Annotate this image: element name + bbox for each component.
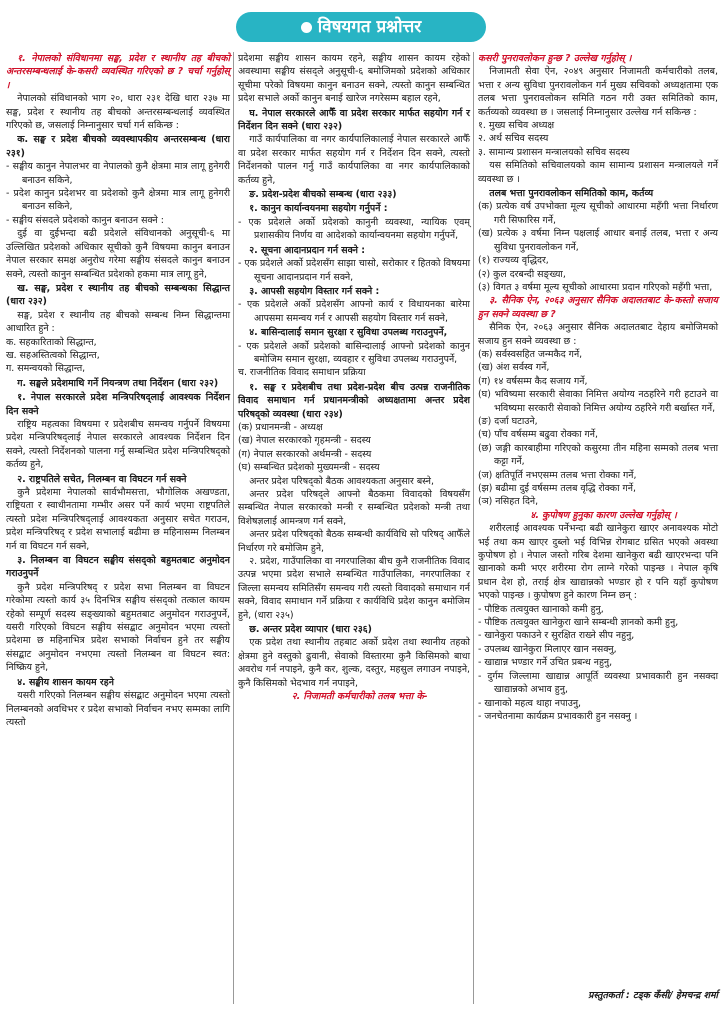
subheading: २. सूचना आदानप्रदान गर्न सक्ने :	[249, 244, 365, 256]
subheading: क. सङ्घ र प्रदेश बीचको व्यवस्थापकीय अन्तरसम्बन्ध (धारा २३१)	[6, 134, 230, 159]
subheading: १. नेपाल सरकारले प्रदेश मन्त्रिपरिषद्लाई आवश्यक निर्देशन दिन सक्ने	[6, 392, 230, 417]
list-item: - खाद्यान्न भण्डार गर्ने उचित प्रबन्ध नहुनु,	[478, 657, 613, 669]
author-credit: प्रस्तुतकर्ता : टड्क कँसी/ हेमचन्द्र शर्मा	[588, 990, 718, 1001]
paragraph: अन्तर प्रदेश परिषद्ले आफ्नो बैठकमा विवादको विषयसँग सम्बन्धित नेपाल सरकारको मन्त्री र सम्बन्धित प्रदेशको मन्त्री तथा विशेषज्ञलाई आमन्त्रण गर्न सक्ने,	[238, 489, 470, 527]
paragraph: यसरी गरिएको निलम्बन सङ्घीय संसद्बाट अनुमोदन भएमा त्यस्तो निलम्बनको अवधिभर र प्रदेश सभाको निर्वाचन नभए सम्मका लागि त्यस्तो	[6, 690, 230, 728]
column-2	[238, 52, 470, 704]
list-item: - जनचेतनामा कार्यक्रम प्रभावकारी हुन नसक्नु ।	[478, 710, 638, 722]
list-item: - उपलब्ध खानेकुरा मिलाएर खान नसक्नु,	[478, 643, 617, 655]
list-item: (ख) प्रत्येक ३ वर्षमा निम्न पक्षलाई आधार बनाई तलब, भत्ता र अन्य सुविधा पुनरावलोकन गर्ने,	[478, 228, 718, 253]
paragraph: राष्ट्रिय महत्वका विषयमा र प्रदेशबीच समन्वय गर्नुपर्ने विषयमा प्रदेश मन्त्रिपरिषद्लाई नेपाल सरकारले आवश्यक निर्देशन दिन सक्ने, त्यस्तो निर्देशनको पालना गर्नु सम्बन्धित प्रदेश मन्त्रिपरिषद्को कर्तव्य हुने,	[6, 418, 230, 471]
paragraph: एक प्रदेश तथा स्थानीय तहबाट अर्को प्रदेश तथा स्थानीय तहको क्षेत्रमा हुने वस्तुको ढुवानी, सेवाको विस्तारमा कुनै किसिमको बाधा अवरोध गर्न नपाइने, कुनै कर, शुल्क, दस्तुर, महसुल लगाउन नपाइने, कुनै किसिमको भेदभाव गर्न नपाइने,	[238, 637, 470, 689]
list-item: १. मुख्य सचिव अध्यक्ष	[478, 120, 555, 132]
section-banner	[236, 12, 486, 42]
subheading: १. कानुन कार्यान्वयनमा सहयोग गर्नुपर्ने :	[249, 203, 388, 215]
list-item: - दुर्गम जिल्लामा खाद्यान्न आपूर्ति व्यवस्था प्रभावकारी हुन नसक्दा खाद्यान्नको अभाव हुनु,	[478, 670, 718, 696]
subheading: छ. अन्तर प्रदेश व्यापार (धारा २३६)	[249, 624, 372, 636]
list-item: क. सहकारिताको सिद्धान्त,	[6, 336, 97, 348]
subheading: ख. सङ्घ, प्रदेश र स्थानीय तह बीचको सम्बन्धका सिद्धान्त (धारा २३२)	[6, 282, 230, 308]
list-item: (ख) अंश सर्वस्व गर्ने,	[478, 362, 550, 374]
column-divider	[473, 52, 474, 1004]
list-item: - एक प्रदेशले अर्को प्रदेशको बासिन्दालाई आफ्नो प्रदेशको कानुन बमोजिम समान सुरक्षा, व्यवहार र सुविधा उपलब्ध गराउनुपर्ने,	[238, 340, 470, 365]
paragraph: अन्तर प्रदेश परिषद्को बैठक आवश्यकता अनुसार बस्ने,	[249, 475, 434, 487]
subheading: ङ. प्रदेश-प्रदेश बीचको सम्बन्ध (धारा २३३)	[249, 189, 397, 201]
list-item: (ग) नेपाल सरकारको अर्थमन्त्री - सदस्य	[238, 448, 372, 460]
list-item: (ग) १४ वर्षसम्म कैद सजाय गर्ने,	[478, 375, 588, 387]
list-item: (३) विगत ३ वर्षमा मूल्य सूचीको आधारमा प्रदान गरिएको महँगी भत्ता,	[478, 281, 713, 293]
list-item: ख. सहअस्तित्वको सिद्धान्त,	[6, 349, 100, 361]
paragraph: अन्तर प्रदेश परिषद्को बैठक सम्बन्धी कार्यविधि सो परिषद् आफैँले निर्धारण गरे बमोजिम हुने,	[238, 529, 470, 554]
subheading: ३. आपसी सहयोग विस्तार गर्न सक्ने :	[249, 285, 380, 297]
paragraph: सङ्घ, प्रदेश र स्थानीय तह बीचको सम्बन्ध निम्न सिद्धान्तमा आधारित हुने :	[6, 309, 230, 335]
subheading: २. राष्ट्रपतिले सचेत, निलम्बन वा विघटन गर्न सक्ने	[17, 473, 187, 485]
list-item: - सङ्घीय संसदले प्रदेशको कानुन बनाउन सक्ने :	[6, 214, 164, 226]
question: कसरी पुनरावलोकन हुन्छ ? उल्लेख गर्नुहोस् ।	[478, 53, 632, 64]
list-item: (ञ) नसिहत दिने,	[478, 496, 539, 508]
column-divider	[233, 52, 234, 1004]
list-item: - पौष्टिक तत्वयुक्त खानाको कमी हुनु,	[478, 603, 604, 615]
list-item: - खानाको महत्व थाहा नपाउनु,	[478, 697, 582, 709]
subheading: घ. नेपाल सरकारले आफैँ वा प्रदेश सरकार मार्फत सहयोग गर्न र निर्देशन दिन सक्ने (धारा २३२)	[238, 107, 470, 133]
paragraph: गाउँ कार्यपालिका वा नगर कार्यपालिकालाई नेपाल सरकारले आफैँ वा प्रदेश सरकार मार्फत सहयोग गर्न र निर्देशन दिन सक्ने, त्यस्तो निर्देशनको पालन गर्नु गाउँ कार्यपालिका वा नगर कार्यपालिकाको कर्तव्य हुने,	[238, 134, 470, 186]
list-item: च. राजनीतिक विवाद समाधान प्रक्रिया	[238, 367, 366, 379]
list-item: (क) सर्वस्वसहित जन्मकैद गर्ने,	[478, 348, 583, 360]
subheading: ४. बासिन्दालाई समान सुरक्षा र सुविधा उपलब्ध गराउनुपर्ने,	[249, 327, 448, 339]
column-1	[6, 52, 230, 729]
list-item: (१) राज्यव्य वृद्धिदर,	[478, 255, 549, 267]
question: २. निजामती कर्मचारीको तलब भत्ता के-	[291, 691, 428, 703]
list-item: (२) कुल दरबन्दी सङ्ख्या,	[478, 268, 566, 280]
subheading: ४. सङ्घीय शासन कायम रहने	[17, 676, 114, 688]
paragraph: कुनै प्रदेशमा नेपालको सार्वभौमसत्ता, भौगोलिक अखण्डता, राष्ट्रियता र स्वाधीनतामा गम्भीर असर पर्ने कार्य भएमा राष्ट्रपतिले त्यस्तो प्रदेश मन्त्रिपरिषद्लाई आवश्यकता अनुसार सचेत गराउन, प्रदेश मन्त्रिपरिषद् र प्रदेश सभालाई बढीमा छ महिनासम्म निलम्बन गर्न वा विघटन गर्न सक्ने,	[6, 487, 230, 552]
paragraph: निजामती सेवा ऐन, २०४९ अनुसार निजामती कर्मचारीको तलब, भत्ता र अन्य सुविधा पुनरावलोकन गर्न मुख्य सचिवको अध्यक्षतामा एक तलब भत्ता पुनरावलोकन समिति गठन गरी उक्त समितिको काम, कर्तव्यको व्यवस्था छ । जसलाई निम्नानुसार उल्लेख गर्न सकिन्छ :	[478, 66, 718, 118]
list-item: - एक प्रदेशले अर्को प्रदेशसँग आफ्नो कार्य र विधायनका बारेमा आपसमा समन्वय गर्न र आपसी सहयोग विस्तार गर्न सक्ने,	[238, 299, 470, 324]
list-item: - एक प्रदेशले अर्को प्रदेशको कानुनी व्यवस्था, न्यायिक एवम् प्रशासकीय निर्णय वा आदेशको कार्यान्वयनमा सहयोग गर्नुपर्ने,	[238, 216, 470, 242]
paragraph: कुनै प्रदेश मन्त्रिपरिषद् र प्रदेश सभा निलम्बन वा विघटन गरेकोमा त्यस्तो कार्य ३५ दिनभित्र सङ्घीय संसद्को तत्काल कायम रहेको सम्पूर्ण सदस्य सङ्ख्याको बहुमतबाट अनुमोदन गराउनुपर्ने, यसरी गरिएको विघटन सङ्घीय संसद्बाट अनुमोदन भएमा त्यस्तो प्रदेशमा छ महिनाभित्र प्रदेश सभाको निर्वाचन हुने तर सङ्घीय संसद्बाट अनुमोदन नभएमा त्यस्तो निलम्बन वा विघटन स्वत: निष्क्रिय हुने,	[6, 581, 230, 674]
paragraph: सैनिक ऐन, २०६३ अनुसार सैनिक अदालतबाट देहाय बमोजिमको सजाय हुन सक्ने व्यवस्था छ :	[478, 322, 718, 347]
list-item: (घ) सम्बन्धित प्रदेशको मुख्यमन्त्री - सदस्य	[238, 462, 380, 474]
paragraph: २. प्रदेश, गाउँपालिका वा नगरपालिका बीच कुनै राजनीतिक विवाद उत्पन्न भएमा प्रदेश सभाले सम्बन्धित गाउँपालिका, नगरपालिका र जिल्ला समन्वय समितिसँग समन्वय गरी त्यस्तो विवादको समाधान गर्न सक्ने, विवाद समाधान गर्ने प्रक्रिया र कार्यविधि प्रदेश कानुन बमोजिम हुने, (धारा २३५)	[238, 556, 470, 621]
subheading: तलब भत्ता पुनरावलोकन समितिको काम, कर्तव्य	[489, 188, 654, 200]
paragraph: प्रदेशमा सङ्घीय शासन कायम रहने, सङ्घीय शासन कायम रहेको अवस्थामा सङ्घीय संसद्ले अनुसूची-६ बमोजिमको प्रदेशको अधिकार सूचीमा परेको विषयमा कानुन बनाउन सक्ने, त्यस्तो कानुन सम्बन्धित प्रदेश सभाले अर्को कानुन बनाई खारेज नगरेसम्म बहाल रहने,	[238, 53, 470, 105]
paragraph: यस समितिको सचिवालयको काम सामान्य प्रशासन मन्त्रालयले गर्ने व्यवस्था छ ।	[478, 160, 718, 185]
list-item: (क) प्रधानमन्त्री - अध्यक्ष	[238, 421, 323, 433]
list-item: ग. समन्वयको सिद्धान्त,	[6, 363, 86, 375]
list-item: (ङ) दर्जा घटाउने,	[478, 415, 538, 427]
question: ३. सैनिक ऐन, २०६३ अनुसार सैनिक अदालतबाट के-कस्तो सजाय हुन सक्ने व्यवस्था छ ?	[478, 295, 718, 320]
subheading: ग. सङ्घले प्रदेशमाथि गर्ने नियन्त्रण तथा निर्देशन (धारा २३२)	[17, 377, 219, 389]
list-item: - पौष्टिक तत्वयुक्त खानेकुरा खाने सम्बन्धी ज्ञानको कमी हुनु,	[478, 617, 679, 629]
list-item: (झ) बढीमा दुई वर्षसम्म तलब वृद्धि रोक्का गर्ने,	[478, 483, 636, 494]
list-item: २. अर्थ सचिव सदस्य	[478, 133, 549, 145]
list-item: (ज) क्षतिपूर्ति नभएसम्म तलब भत्ता रोक्का गर्ने,	[478, 469, 637, 481]
column-3	[478, 52, 718, 723]
list-item: - प्रदेश कानुन प्रदेशभर वा प्रदेशको कुनै क्षेत्रमा मात्र लागू हुनेगरी बनाउन सकिने,	[6, 188, 230, 213]
subheading: ३. निलम्बन वा विघटन सङ्घीय संसद्को बहुमतबाट अनुमोदन गराउनुपर्ने	[6, 555, 230, 580]
list-item: (ख) नेपाल सरकारको गृहमन्त्री - सदस्य	[238, 435, 371, 447]
list-item: - एक प्रदेशले अर्को प्रदेशसँग साझा चासो, सरोकार र हितको विषयमा सूचना आदानप्रदान गर्न सक्ने,	[238, 258, 470, 283]
list-item: ३. सामान्य प्रशासन मन्त्रालयको सचिव सदस्य	[478, 146, 630, 158]
paragraph: नेपालको संविधानको भाग २०, धारा २३१ देखि धारा २३७ मा सङ्घ, प्रदेश र स्थानीय तह बीचको अन्तरसम्बन्धलाई व्यवस्थित गरिएको छ, जसलाई निम्नानुसार चर्चा गर्न सकिन्छ :	[6, 93, 230, 132]
subheading: १. सङ्घ र प्रदेशबीच तथा प्रदेश-प्रदेश बीच उत्पन्न राजनीतिक विवाद समाधान गर्न प्रधानमन्त्रीको अध्यक्षतामा अन्तर प्रदेश परिषद्को व्यवस्था (धारा २३४)	[238, 381, 470, 420]
list-item: (घ) भविष्यमा सरकारी सेवाका निमित्त अयोग्य नठहरिने गरी हटाउने वा भविष्यमा सरकारी सेवाको निमित्त अयोग्य ठहरिने गरी बर्खास्त गर्ने,	[478, 389, 718, 414]
list-item: - खानेकुरा पकाउने र सुरक्षित राख्ने सीप नहुनु,	[478, 630, 635, 642]
list-item: (क) प्रत्येक वर्ष उपभोक्ता मूल्य सूचीको आधारमा महँगी भत्ता निर्धारण गरी सिफारिस गर्ने,	[478, 201, 718, 226]
question: ४. कुपोषण हुनुका कारण उल्लेख गर्नुहोस् ।	[530, 509, 677, 521]
paragraph: दुई वा दुईभन्दा बढी प्रदेशले संविधानको अनुसूची-६ मा उल्लिखित प्रदेशको अधिकार सूचीको कुनै विषयमा कानुन बनाउन नेपाल सरकार समक्ष अनुरोध गरेमा सङ्घीय संसदले कानुन बनाउन सक्ने, त्यस्तो कानुन सम्बन्धित प्रदेशको हकमा मात्र लागू हुने,	[6, 228, 230, 280]
paragraph: शरीरलाई आवश्यक पर्नेभन्दा बढी खानेकुरा खाएर अनावश्यक मोटो भई तथा कम खाएर दुब्लो भई विभिन्न रोगबाट ग्रसित भएको अवस्था कुपोषण हो । नेपाल जस्तो गरिब देशमा खानेकुरा बढी खाएरभन्दा पनि खानाको कमी भएर शरीरमा रोग लाग्ने गरेको पाइन्छ । नेपाल कृषि प्रधान देश हो, तराई क्षेत्र खाद्यान्नको भण्डार हो र पनि यहाँ कुपोषण भएको पाइन्छ । कुपोषण हुने कारण निम्न छन् :	[478, 523, 718, 602]
list-item: (छ) जङ्गी कारबाहीमा गरिएको कसुरमा तीन महिना सम्मको तलब भत्ता कट्टा गर्ने,	[478, 442, 718, 468]
question: १. नेपालको संविधानमा सङ्घ, प्रदेश र स्थानीय तह बीचको अन्तरसम्बन्धलाई के-कसरी व्यवस्थित गरिएको छ ? चर्चा गर्नुहोस् ।	[6, 53, 230, 91]
section-title: विषयगत प्रश्नोत्तर	[317, 17, 422, 37]
list-item: - सङ्घीय कानुन नेपालभर वा नेपालको कुनै क्षेत्रमा मात्र लागू हुनेगरी बनाउन सकिने,	[6, 161, 230, 186]
bullet-dot-icon	[301, 22, 312, 33]
list-item: (च) पाँच वर्षसम्म बढुवा रोक्का गर्ने,	[478, 429, 598, 441]
